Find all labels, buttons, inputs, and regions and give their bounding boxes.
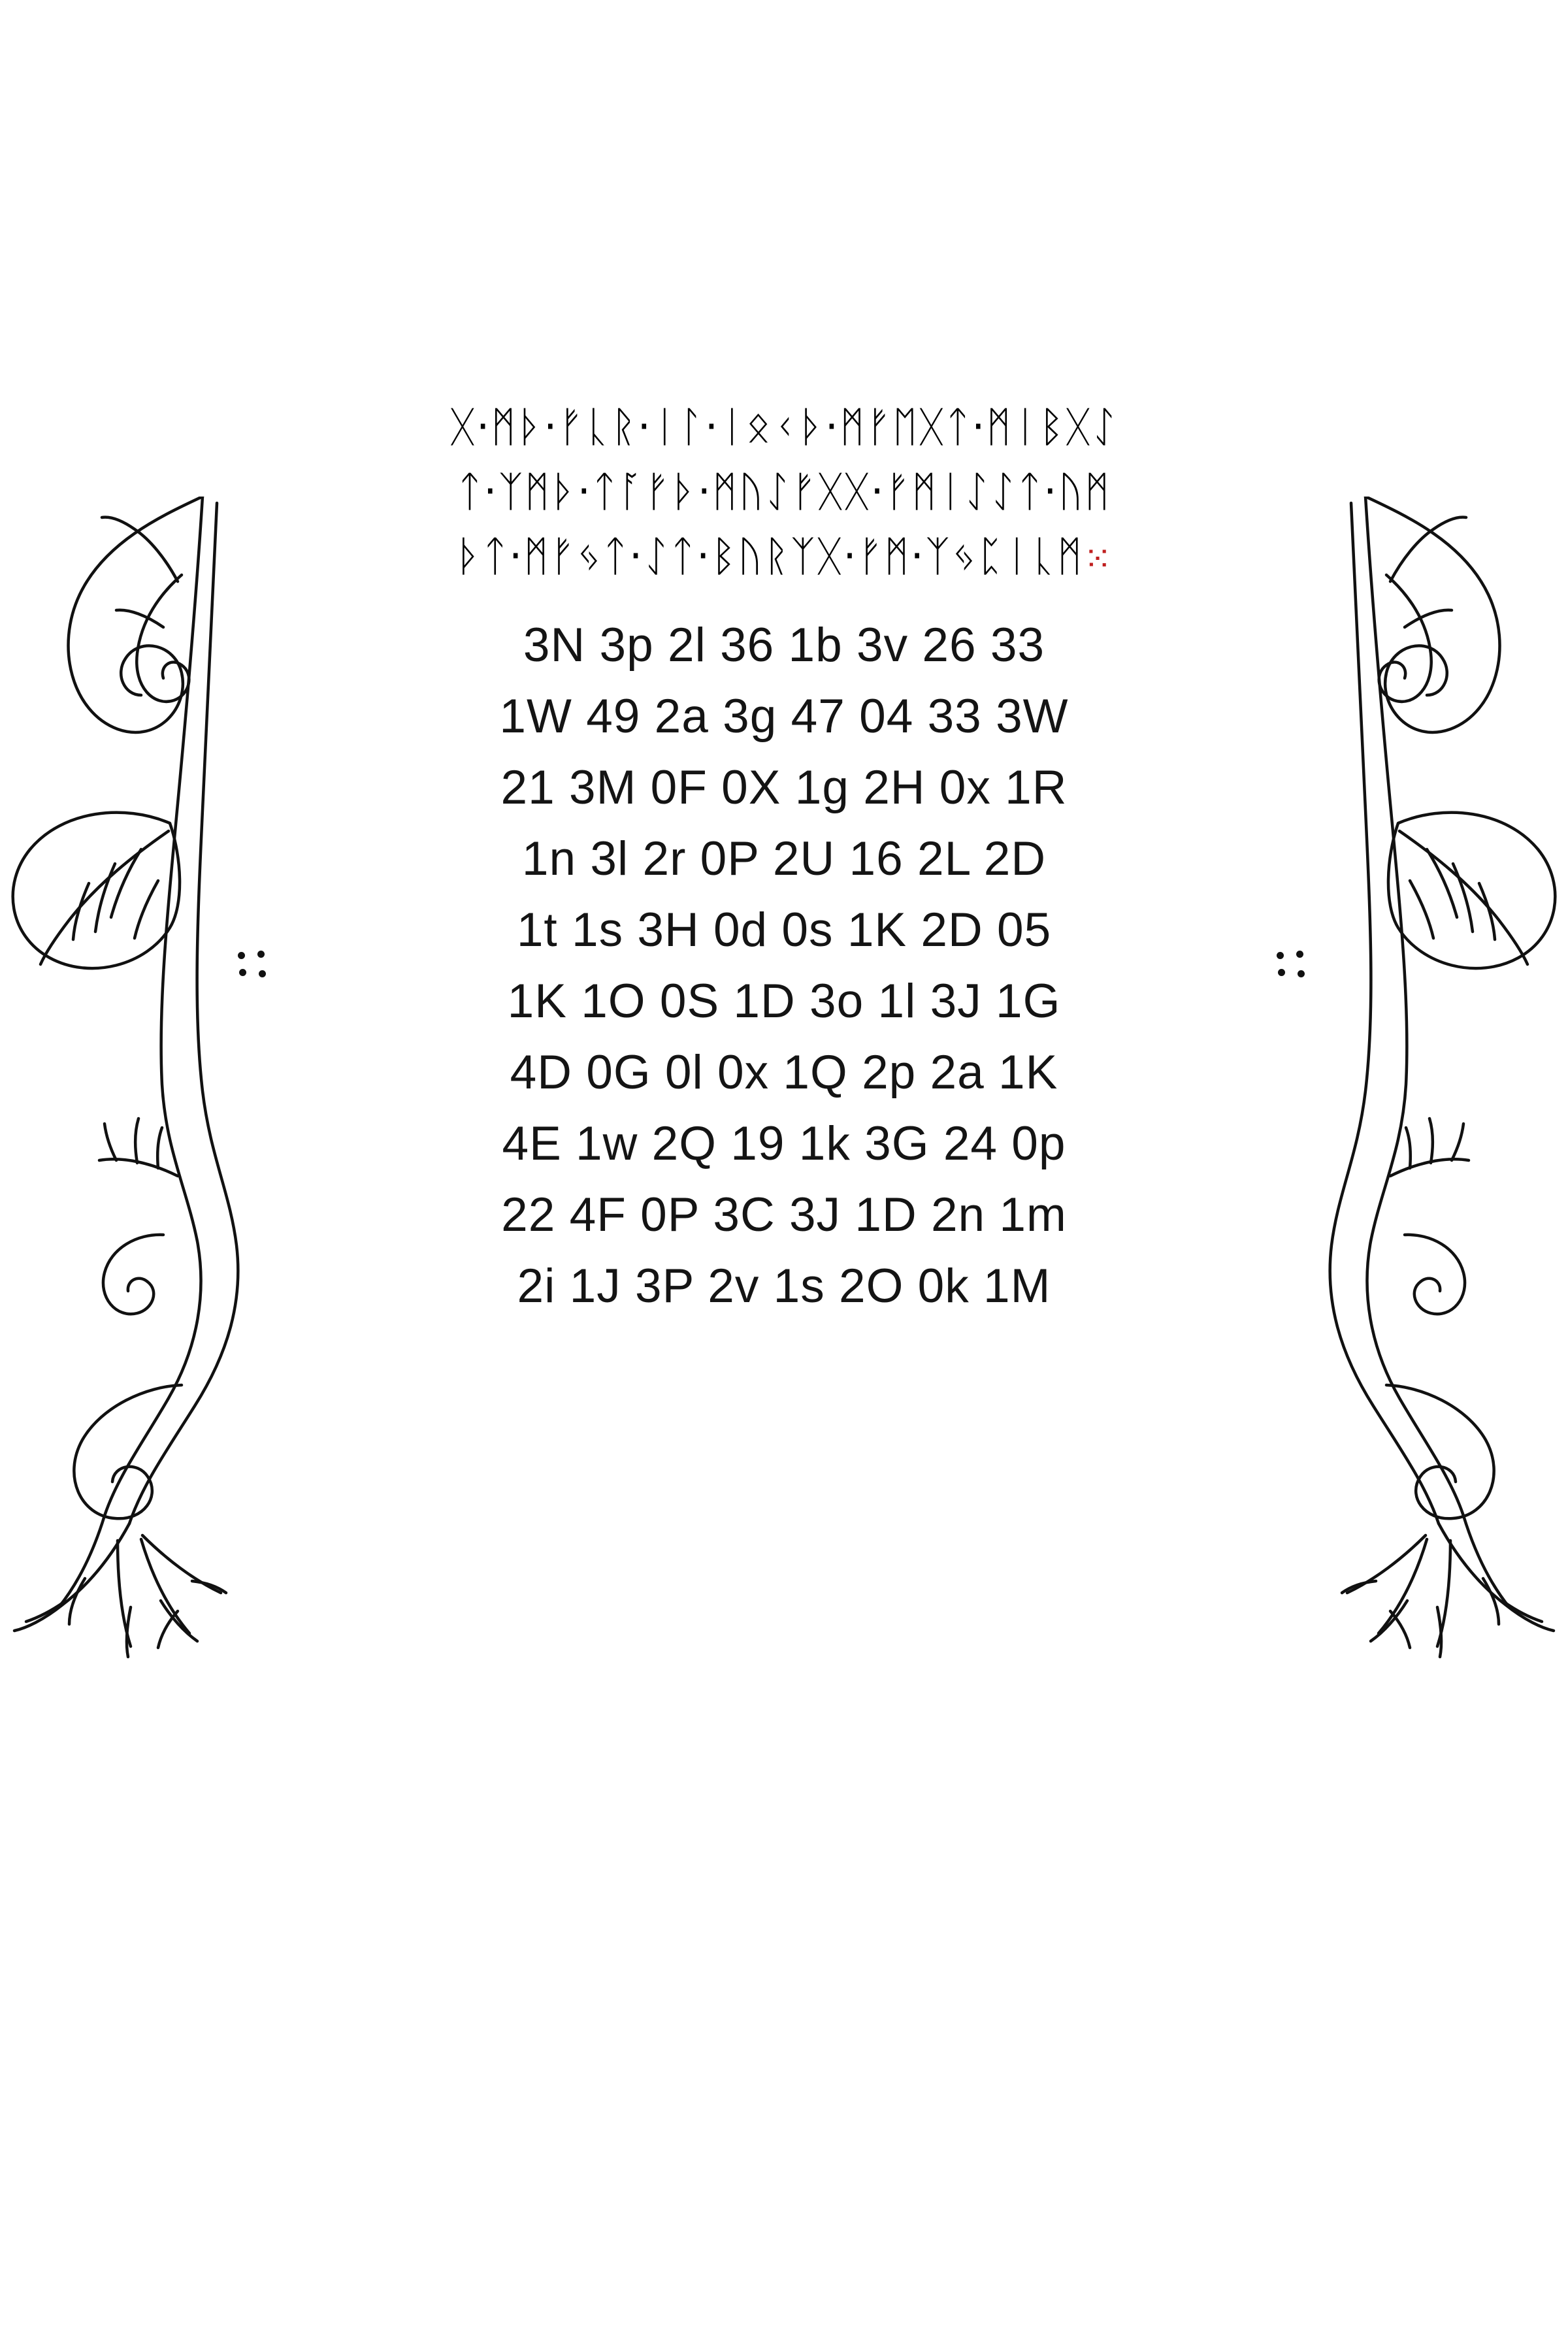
red-mark-glyph: ⁙ xyxy=(1083,540,1112,580)
ink-dot xyxy=(257,951,265,958)
ink-dots-right xyxy=(1274,951,1320,990)
decorative-vine-right xyxy=(1196,497,1561,1842)
rune-line-3-text: ᚦᛏ·ᛗᚠᛃᛏ·ᛇᛏ·ᛒᚢᚱᛉᚷ·ᚠᛗ·ᛉᛃᛈᛁᚳᛗ xyxy=(456,532,1084,581)
code-row: 1W 49 2a 3g 47 04 33 3W xyxy=(499,690,1069,743)
vine-left-illustration xyxy=(7,497,372,1842)
code-row: 21 3M 0F 0X 1g 2H 0x 1R xyxy=(500,761,1068,815)
decorative-vine-left xyxy=(7,497,372,1842)
code-row: 1K 1O 0S 1D 3o 1l 3J 1G xyxy=(507,975,1061,1028)
ink-dots-left xyxy=(235,951,281,990)
ink-dot xyxy=(1278,969,1285,976)
rune-inscription xyxy=(366,405,1202,580)
vine-right-illustration xyxy=(1196,497,1561,1842)
code-row: 4E 1w 2Q 19 1k 3G 24 0p xyxy=(502,1117,1066,1171)
rune-line-2: ᛏ·ᛉᛗᚦ·ᛏᚪᚠᚦ·ᛗᚢᛇᚠᚷᚷ·ᚠᛗᛁᛇᛇᛏ·ᚢᛗ xyxy=(457,468,1111,517)
ink-dot xyxy=(1296,951,1303,958)
ink-dot xyxy=(239,969,246,976)
code-row: 4D 0G 0l 0x 1Q 2p 2a 1K xyxy=(510,1046,1058,1100)
inscription-content xyxy=(366,405,1202,1322)
code-row: 1n 3l 2r 0P 2U 16 2L 2D xyxy=(521,832,1047,886)
code-row: 2i 1J 3P 2v 1s 2O 0k 1M xyxy=(517,1260,1051,1313)
code-row: 1t 1s 3H 0d 0s 1K 2D 05 xyxy=(516,904,1052,957)
ink-dot xyxy=(238,952,245,959)
rune-line-3 xyxy=(456,534,1112,580)
ink-dot xyxy=(1298,970,1305,977)
ink-dot xyxy=(259,970,266,977)
ink-dot xyxy=(1277,952,1284,959)
rune-line-1: ᚷ·ᛗᚦ·ᚠᚳᚱ·ᛁᛚ·ᛁᛟᚲᚦ·ᛗᚠᛖᚷᛏ·ᛗᛁᛒᚷᛇ xyxy=(449,403,1119,451)
code-grid xyxy=(366,610,1202,1322)
code-row: 22 4F 0P 3C 3J 1D 2n 1m xyxy=(501,1188,1067,1242)
code-row: 3N 3p 2l 36 1b 3v 26 33 xyxy=(523,619,1045,672)
